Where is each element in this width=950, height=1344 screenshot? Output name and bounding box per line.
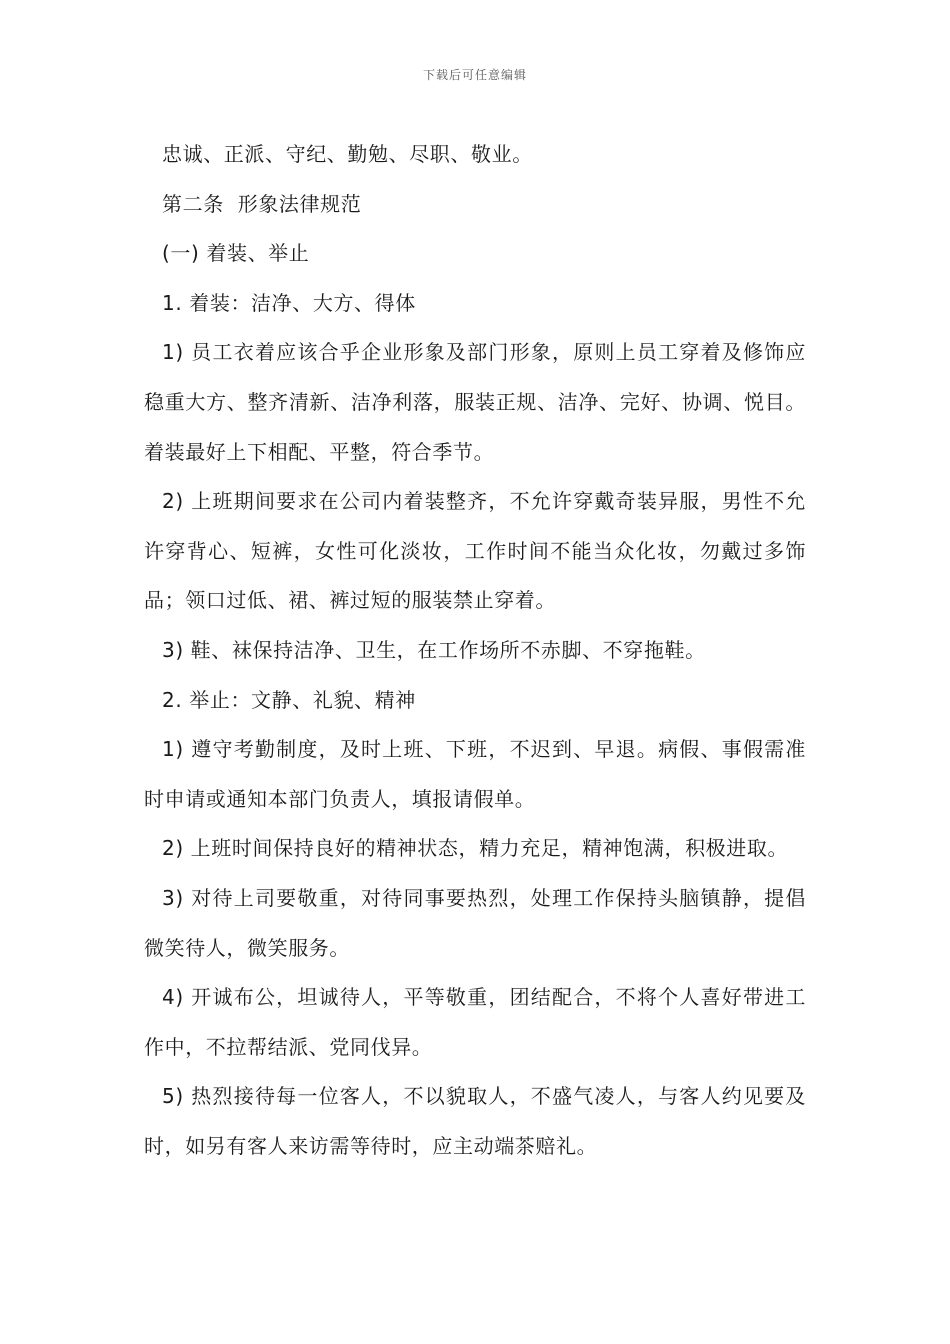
paragraph-core-values: 忠诚、正派、守纪、勤勉、尽职、敬业。 — [162, 142, 533, 166]
paragraph-conduct-3: 3) 对待上司要敬重，对待同事要热烈，处理工作保持头脑镇静，提倡微笑待人，微笑服务。 — [144, 885, 806, 960]
document-body — [144, 130, 806, 1171]
paragraph-conduct-2: 2) 上班时间保持良好的精神状态，精力充足，精神饱满，积极进取。 — [162, 836, 789, 861]
header-note: 下载后可任意编辑 — [422, 68, 527, 82]
paragraph-conduct-4: 4) 开诚布公，坦诚待人，平等敬重，团结配合，不将个人喜好带进工作中，不拉帮结派、党同伐异。 — [144, 985, 806, 1059]
subsection-heading-attire: 1. 着装：洁净、大方、得体 — [162, 290, 416, 315]
paragraph-conduct-1: 1) 遵守考勤制度，及时上班、下班，不迟到、早退。病假、事假需准时申请或通知本部门负责人，填报请假单。 — [144, 737, 806, 811]
section-heading-attire-conduct: (一) 着装、举止 — [162, 241, 310, 266]
paragraph-attire-2: 2) 上班期间要求在公司内着装整齐，不允许穿戴奇装异服，男性不允许穿背心、短裤，女性可化淡妆，工作时间不能当众化妆，勿戴过多饰品；领口过低、裙、裤过短的服装禁止穿着。 — [144, 489, 806, 613]
paragraph-attire-3: 3) 鞋、袜保持洁净、卫生，在工作场所不赤脚、不穿拖鞋。 — [162, 637, 706, 662]
paragraph-attire-1: 1) 员工衣着应该合乎企业形象及部门形象，原则上员工穿着及修饰应稳重大方、整齐清新、洁净利落，服装正规、洁净、完好、协调、悦目。着装最好上下相配、平整，符合季节。 — [144, 340, 806, 464]
subsection-heading-conduct: 2. 举止：文静、礼貌、精神 — [162, 687, 416, 712]
article-heading: 第二条 形象法律规范 — [162, 191, 362, 216]
paragraph-conduct-5: 5) 热烈接待每一位客人，不以貌取人，不盛气凌人，与客人约见要及时，如另有客人来访需等待时，应主动端茶赔礼。 — [144, 1084, 806, 1158]
